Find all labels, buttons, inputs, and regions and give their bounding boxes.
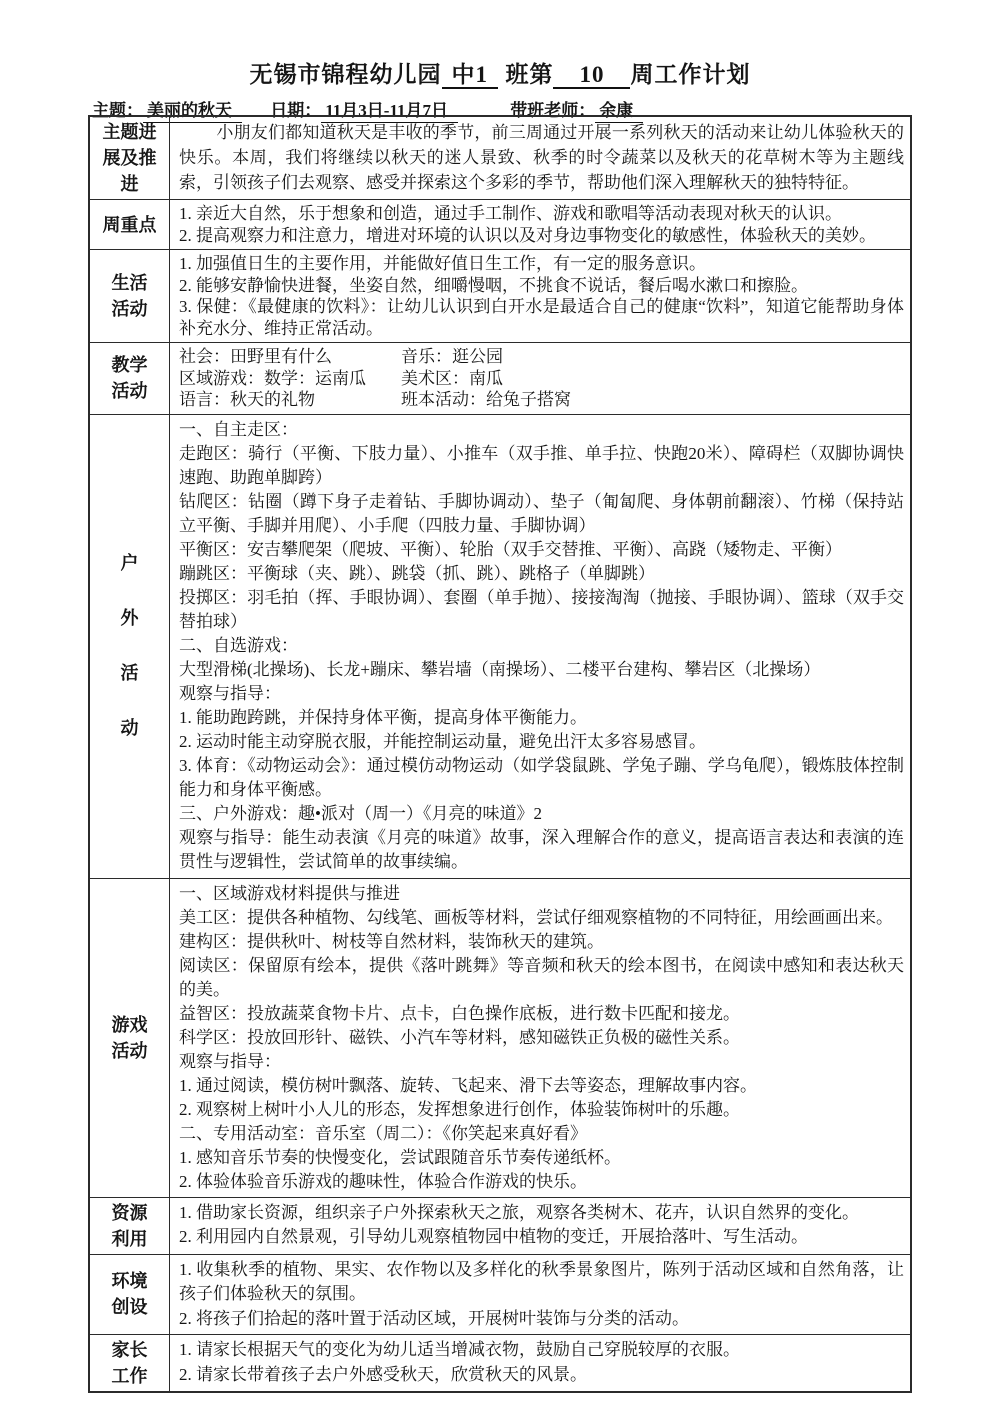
content-line: 区域游戏：数学：运南瓜 <box>179 368 366 388</box>
title-class-number: 中1 <box>442 62 499 89</box>
row-label-line: 展及推 <box>102 148 157 168</box>
title-mid: 班第 <box>505 61 554 87</box>
row-content-teaching <box>170 343 910 414</box>
title-week-number: 10 <box>553 62 630 89</box>
content-line: 走跑区：骑行（平衡、下肢力量）、小推车（双手推、单手拉、快跑20米）、障碍栏（双脚协调快速跑、助跑单脚跨） <box>179 443 904 487</box>
row-label-line: 活动 <box>111 381 148 402</box>
content-line: 蹦跳区：平衡球（夹、跳）、跳袋（抓、跳）、跳格子（单脚跳） <box>179 563 655 583</box>
content-line: 1. 请家长根据天气的变化为幼儿适当增减衣物，鼓励自己穿脱较厚的衣服。 <box>179 1340 740 1359</box>
content-line: 投掷区：羽毛拍（挥、手眼协调）、套圈（单手抛）、接接淘淘（抛接、手眼协调）、篮球（双手交替拍球） <box>179 587 904 631</box>
row-label-line: 工作 <box>111 1366 148 1386</box>
row-label-line: 户 <box>120 553 139 573</box>
row-label-games <box>90 879 170 1197</box>
content-line: 观察与指导：能生动表演《月亮的味道》故事，深入理解合作的意义，提高语言表达和表演的连贯性与逻辑性，尝试简单的故事续编。 <box>179 827 904 871</box>
content-line: 一、自主走区： <box>179 419 298 439</box>
content-line: 2. 利用园内自然景观，引导幼儿观察植物园中植物的变迁，开展拾落叶、写生活动。 <box>179 1227 808 1246</box>
row-label-teaching <box>90 343 170 414</box>
content-line: 1. 能助跑跨跳，并保持身体平衡，提高身体平衡能力。 <box>179 707 587 727</box>
table-row-teaching <box>90 342 910 414</box>
content-line: 美术区：南瓜 <box>401 368 503 388</box>
row-label-resources <box>90 1198 170 1254</box>
row-content-environment <box>170 1255 910 1335</box>
row-label-week-focus <box>90 200 170 249</box>
content-line: 1. 加强值日生的主要作用，并能做好值日生工作，有一定的服务意识。 <box>179 254 706 273</box>
row-label-line: 动 <box>120 718 139 738</box>
row-label-parents <box>90 1335 170 1391</box>
document-title <box>0 0 1000 89</box>
row-label-theme-progress <box>90 117 170 199</box>
row-content-outdoor <box>170 415 910 878</box>
content-line: 2. 观察树上树叶小人儿的形态，发挥想象进行创作，体验装饰树叶的乐趣。 <box>179 1099 740 1119</box>
title-prefix: 无锡市锦程幼儿园 <box>249 61 442 87</box>
date-value: 11月3日-11月7日 <box>321 96 458 123</box>
table-row-parents <box>90 1334 910 1391</box>
row-label-line: 周重点 <box>102 214 157 235</box>
row-content-games <box>170 879 910 1197</box>
content-line: 音乐：逛公园 <box>401 347 503 366</box>
table-row-games <box>90 878 910 1197</box>
content-line: 阅读区：保留原有绘本，提供《落叶跳舞》等音频和秋天的绘本图书，在阅读中感知和表达秋天的美。 <box>179 955 904 999</box>
content-line: 1. 亲近大自然，乐于想象和创造，通过手工制作、游戏和歌唱等活动表现对秋天的认识。 <box>179 204 842 223</box>
row-label-line: 进 <box>120 174 139 194</box>
content-line: 建构区：提供秋叶、树枝等自然材料，装饰秋天的建筑。 <box>179 931 604 951</box>
content-line: 1. 收集秋季的植物、果实、农作物以及多样化的秋季景象图片，陈列于活动区域和自然角落，让孩子们体验秋天的氛围。 <box>179 1259 904 1303</box>
content-line: 大型滑梯(北操场)、长龙+蹦床、攀岩墙（南操场）、二楼平台建构、攀岩区（北操场） <box>179 659 821 679</box>
content-line: 语言：秋天的礼物 <box>179 390 315 409</box>
theme-value: 美丽的秋天 <box>143 96 242 123</box>
content-line: 美工区：提供各种植物、勾线笔、画板等材料，尝试仔细观察植物的不同特征，用绘画画出来。 <box>179 907 893 927</box>
row-content-resources <box>170 1198 910 1254</box>
content-line: 3. 保健：《最健康的饮料》：让幼儿认识到白开水是最适合自己的健康“饮料”，知道它能帮助身体补充水分、维持正常活动。 <box>179 297 904 338</box>
title-suffix: 周工作计划 <box>630 61 751 87</box>
row-label-line: 环境 <box>111 1271 148 1292</box>
row-label-line: 外 <box>120 608 139 628</box>
row-content-theme-progress <box>170 117 910 199</box>
content-line: 小朋友们都知道秋天是丰收的季节，前三周通过开展一系列秋天的活动来让幼儿体验秋天的快乐。本周，我们将继续以秋天的迷人景致、秋季的时令蔬菜以及秋天的花草树木等为主题线索，引领孩子们去观察、感受并探索这个多彩的季节，帮助他们深入理解秋天的独特特征。 <box>179 123 904 192</box>
content-line: 平衡区：安吉攀爬架（爬坡、平衡）、轮胎（双手交替推、平衡）、高跷（矮物走、平衡） <box>179 539 842 559</box>
content-line: 观察与指导： <box>179 1051 281 1071</box>
table-row-resources <box>90 1197 910 1254</box>
content-line: 观察与指导： <box>179 683 281 703</box>
content-line: 二、专用活动室：音乐室（周二）：《你笑起来真好看》 <box>179 1123 587 1143</box>
content-line: 3. 体育：《动物运动会》：通过模仿动物运动（如学袋鼠跳、学兔子蹦、学乌龟爬），锻炼肢体控制能力和身体平衡感。 <box>179 755 904 799</box>
row-label-line: 游戏 <box>111 1014 148 1035</box>
table-row-environment <box>90 1254 910 1335</box>
theme-label: 主题： <box>92 101 143 120</box>
plan-table <box>88 115 912 1393</box>
content-line: 科学区：投放回形针、磁铁、小汽车等材料，感知磁铁正负极的磁性关系。 <box>179 1027 740 1047</box>
table-row-outdoor <box>90 414 910 878</box>
content-line: 班本活动：给兔子搭窝 <box>401 390 571 409</box>
content-pair <box>179 389 904 411</box>
row-label-line: 利用 <box>111 1228 148 1249</box>
row-label-environment <box>90 1255 170 1335</box>
row-label-line: 资源 <box>111 1202 148 1223</box>
row-label-line: 主题进 <box>102 122 157 142</box>
row-content-parents <box>170 1335 910 1391</box>
row-label-daily-life <box>90 250 170 342</box>
table-row-theme-progress <box>90 117 910 199</box>
content-line: 二、自选游戏： <box>179 635 298 655</box>
row-content-daily-life <box>170 250 910 342</box>
content-line: 一、区域游戏材料提供与推进 <box>179 883 400 903</box>
row-label-line: 活动 <box>111 1040 148 1061</box>
content-line: 2. 体验体验音乐游戏的趣味性，体验合作游戏的快乐。 <box>179 1171 587 1191</box>
row-label-line: 活 <box>120 663 139 683</box>
teacher-value: 余康 <box>595 96 643 123</box>
row-label-line: 活动 <box>111 299 148 319</box>
date-label: 日期： <box>270 101 322 120</box>
content-line: 2. 运动时能主动穿脱衣服，并能控制运动量，避免出汗太多容易感冒。 <box>179 731 706 751</box>
content-pair <box>179 346 904 368</box>
content-pair <box>179 368 904 390</box>
content-line: 钻爬区：钻圈（蹲下身子走着钻、手脚协调动）、垫子（匍匐爬、身体朝前翻滚）、竹梯（保持站立平衡、手脚并用爬）、小手爬（四肢力量、手脚协调） <box>179 491 904 535</box>
content-line: 1. 借助家长资源，组织亲子户外探索秋天之旅，观察各类树木、花卉，认识自然界的变化。 <box>179 1202 859 1222</box>
row-label-outdoor <box>90 415 170 878</box>
table-row-daily-life <box>90 249 910 342</box>
row-label-line: 教学 <box>111 355 148 376</box>
row-label-line: 生活 <box>111 273 148 293</box>
content-line: 益智区：投放蔬菜食物卡片、点卡，白色操作底板，进行数卡匹配和接龙。 <box>179 1003 740 1023</box>
row-label-line: 创设 <box>111 1297 148 1318</box>
content-line: 1. 通过阅读，模仿树叶飘落、旋转、飞起来、滑下去等姿态，理解故事内容。 <box>179 1075 757 1095</box>
content-line: 2. 提高观察力和注意力，增进对环境的认识以及对身边事物变化的敏感性，体验秋天的美妙。 <box>179 225 876 245</box>
content-line: 社会：田野里有什么 <box>179 347 332 366</box>
content-line: 三、户外游戏：趣•派对（周一）《月亮的味道》2 <box>179 803 542 823</box>
content-line: 2. 能够安静愉快进餐，坐姿自然，细嚼慢咽，不挑食不说话，餐后喝水漱口和擦脸。 <box>179 275 808 295</box>
content-line: 2. 将孩子们拾起的落叶置于活动区域，开展树叶装饰与分类的活动。 <box>179 1308 689 1328</box>
table-row-week-focus <box>90 199 910 249</box>
content-line: 1. 感知音乐节奏的快慢变化，尝试跟随音乐节奏传递纸杯。 <box>179 1147 621 1167</box>
row-label-line: 家长 <box>111 1340 148 1360</box>
teacher-label: 带班老师： <box>510 101 596 120</box>
content-line: 2. 请家长带着孩子去户外感受秋天，欣赏秋天的风景。 <box>179 1364 587 1384</box>
row-content-week-focus <box>170 200 910 249</box>
